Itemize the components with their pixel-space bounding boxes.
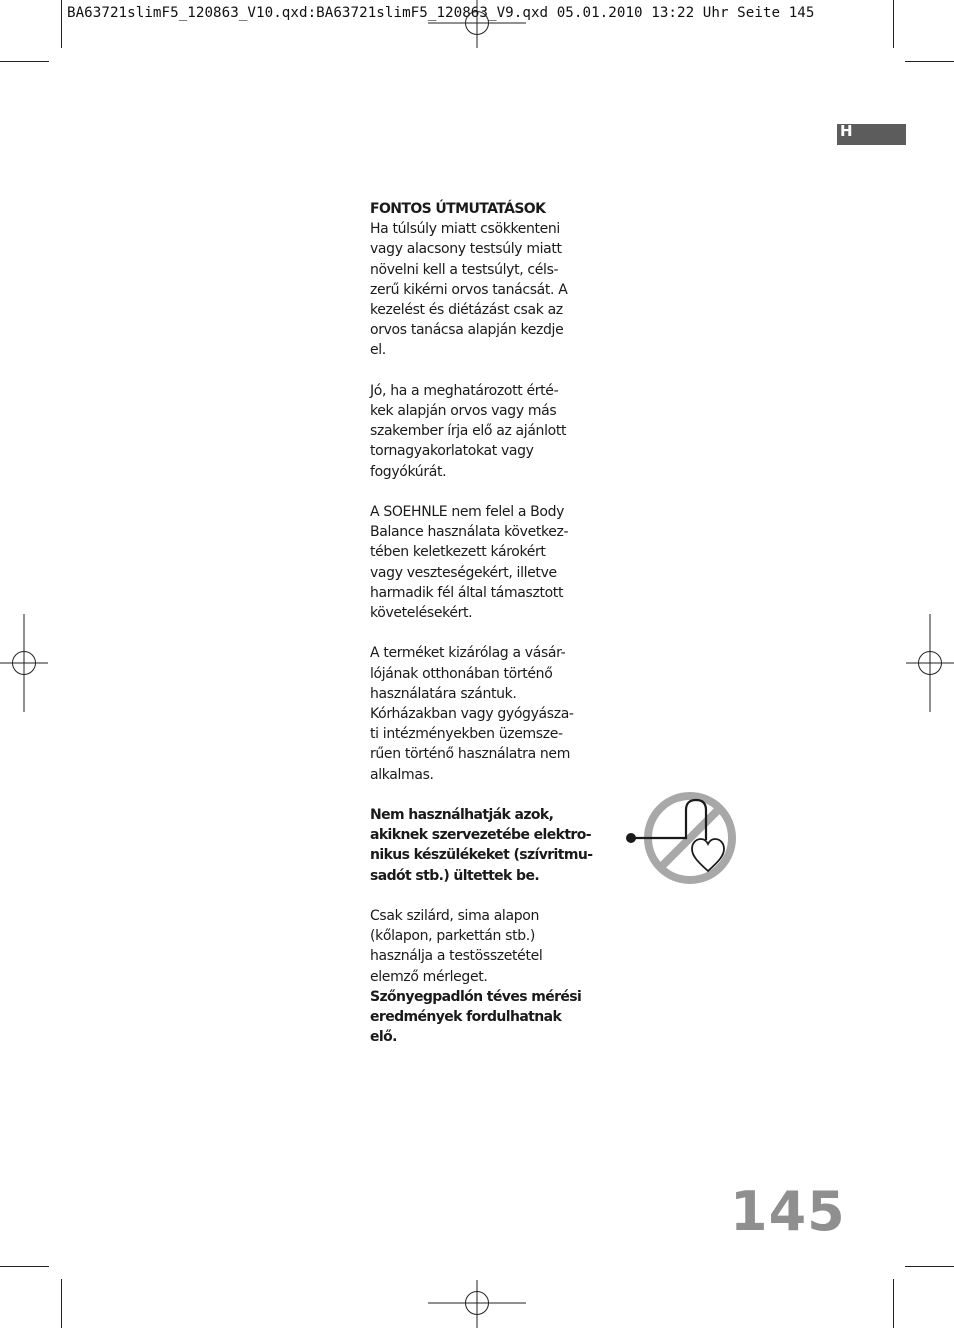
text-line: tében keletkezett károkért [370, 544, 546, 561]
text-line: fogyókúrát. [370, 463, 447, 480]
crop-mark [893, 0, 894, 48]
text-line: (kőlapon, parkettán stb.) [370, 928, 535, 945]
crop-mark [0, 1266, 49, 1267]
page-number: 145 [730, 1180, 846, 1243]
text-line: eredmények fordulhatnak [370, 1009, 562, 1026]
text-line: A SOEHNLE nem felel a Body [370, 504, 565, 521]
paragraph [370, 643, 592, 784]
text-line: harmadik fél által támasztott [370, 584, 564, 601]
text-line: Nem használhatják azok, [370, 807, 554, 824]
text-line: A terméket kizárólag a vásár- [370, 645, 566, 662]
text-line: növelni kell a testsúlyt, céls- [370, 261, 559, 278]
section-heading: FONTOS ÚTMUTATÁSOK [370, 201, 546, 217]
registration-mark-icon [428, 1280, 526, 1328]
text-line: vagy veszteségekért, illetve [370, 564, 557, 581]
paragraph [370, 219, 592, 360]
no-pacemaker-icon [620, 788, 744, 892]
crop-mark [905, 61, 954, 62]
text-line: szakember írja elő az ajánlott [370, 423, 567, 440]
text-line: el. [370, 342, 386, 359]
text-line: Jó, ha a meghatározott érté- [370, 382, 559, 399]
text-line: ti intézményekben üzemsze- [370, 726, 563, 743]
text-line: vagy alacsony testsúly miatt [370, 241, 562, 258]
registration-mark-icon [428, 0, 526, 48]
text-line: alkalmas. [370, 766, 434, 783]
text-line: kezelést és diétázást csak az [370, 302, 563, 319]
text-line: Balance használata következ- [370, 524, 569, 541]
crop-mark [893, 1279, 894, 1328]
crop-mark [61, 0, 62, 48]
text-line: tornagyakorlatokat vagy [370, 443, 534, 460]
text-line: Ha túlsúly miatt csökkenteni [370, 221, 560, 238]
text-line: zerű kikérni orvos tanácsát. A [370, 281, 568, 298]
surface-warning [370, 987, 592, 1048]
instructions-text [370, 199, 592, 1047]
text-line: orvos tanácsa alapján kezdje [370, 322, 564, 339]
registration-mark-icon [906, 614, 954, 712]
crop-mark [61, 1279, 62, 1328]
text-line: lójának otthonában történő [370, 665, 553, 682]
crop-mark [0, 61, 49, 62]
text-line: használja a testösszetétel [370, 948, 543, 965]
text-line: használatára szántuk. [370, 685, 517, 702]
surface-instruction [370, 906, 592, 987]
registration-mark-icon [0, 614, 48, 712]
text-line: Csak szilárd, sima alapon [370, 908, 539, 925]
text-line: elemző mérleget. [370, 968, 488, 985]
crop-mark [905, 1266, 954, 1267]
text-line: akiknek szervezetébe elektro- [370, 827, 591, 844]
text-line: kek alapján orvos vagy más [370, 403, 557, 420]
text-line: rűen történő használatra nem [370, 746, 570, 763]
slug-line: BA63721slimF5_120863_V10.qxd:BA63721slimF5_120863_V9.qxd 05.01.2010 13:22 Uhr Seite 145 [67, 5, 815, 21]
text-line: követelésekért. [370, 605, 473, 622]
text-line: elő. [370, 1029, 397, 1046]
language-tab: H [837, 124, 906, 145]
pacemaker-warning [370, 805, 592, 886]
text-line: nikus készülékeket (szívritmu- [370, 847, 593, 864]
text-line: Kórházakban vagy gyógyásza- [370, 706, 574, 723]
text-line: sadót stb.) ültettek be. [370, 867, 540, 884]
paragraph [370, 502, 592, 623]
paragraph [370, 381, 592, 482]
text-line: Szőnyegpadlón téves mérési [370, 988, 582, 1005]
